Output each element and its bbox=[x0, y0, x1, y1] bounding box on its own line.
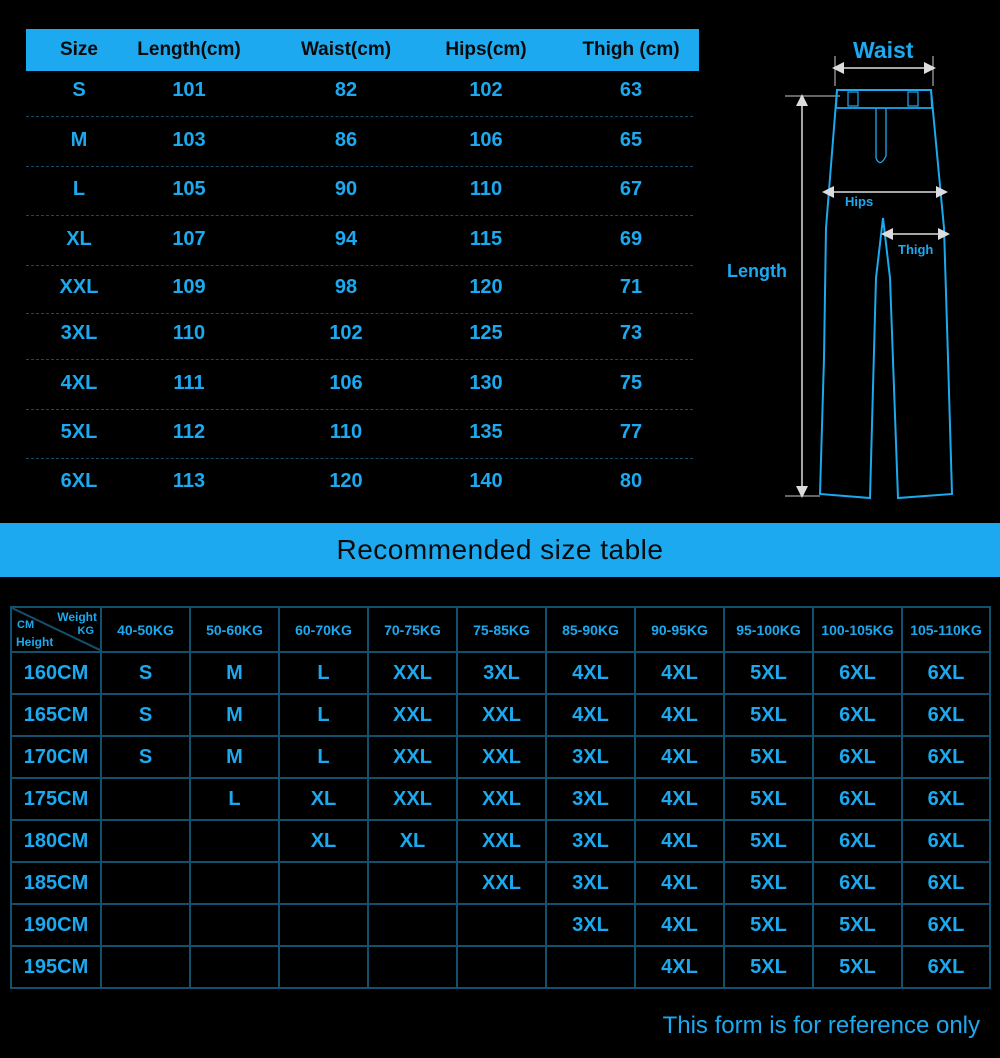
size-cell: XL bbox=[279, 820, 368, 862]
size-cell: 6XL bbox=[902, 862, 990, 904]
height-cell: 190CM bbox=[11, 904, 101, 946]
grid-row bbox=[11, 694, 990, 736]
measure-cell: 82 bbox=[334, 79, 358, 101]
weight-header-cell: 95-100KG bbox=[724, 607, 813, 652]
measure-cell: 110 bbox=[469, 178, 503, 200]
size-cell: XXL bbox=[457, 862, 546, 904]
measure-cell: 98 bbox=[334, 276, 358, 298]
measure-cell: 110 bbox=[172, 322, 206, 344]
size-cell: 5XL bbox=[60, 421, 98, 443]
measure-cell: 105 bbox=[172, 178, 206, 200]
size-cell: 6XL bbox=[813, 694, 902, 736]
size-cell: 4XL bbox=[635, 946, 724, 988]
size-cell: 4XL bbox=[635, 778, 724, 820]
header-size: Size bbox=[59, 39, 99, 60]
size-cell: XXL bbox=[368, 652, 457, 694]
size-cell: 4XL bbox=[635, 652, 724, 694]
size-cell: XXL bbox=[457, 778, 546, 820]
measure-cell: 107 bbox=[172, 228, 206, 250]
weight-header-cell: 85-90KG bbox=[546, 607, 635, 652]
row-divider bbox=[26, 458, 693, 459]
size-cell: XXL bbox=[368, 736, 457, 778]
size-cell: 6XL bbox=[813, 820, 902, 862]
measure-cell: 101 bbox=[172, 79, 206, 101]
size-cell: 3XL bbox=[546, 904, 635, 946]
banner-title: Recommended size table bbox=[336, 534, 664, 565]
weight-header-cell: 60-70KG bbox=[279, 607, 368, 652]
weight-header-cell: 90-95KG bbox=[635, 607, 724, 652]
waist-label: Waist bbox=[853, 37, 914, 63]
size-row bbox=[26, 421, 699, 470]
measure-cell: 90 bbox=[334, 178, 358, 200]
size-cell bbox=[190, 862, 279, 904]
measure-cell: 106 bbox=[469, 129, 503, 151]
size-cell: 5XL bbox=[724, 946, 813, 988]
size-cell bbox=[101, 904, 190, 946]
size-cell: 5XL bbox=[724, 736, 813, 778]
height-cell: 185CM bbox=[11, 862, 101, 904]
size-cell bbox=[457, 946, 546, 988]
size-cell: M bbox=[190, 652, 279, 694]
size-row bbox=[26, 228, 699, 277]
size-cell bbox=[190, 904, 279, 946]
header-length: Length(cm) bbox=[137, 39, 241, 60]
weight-header-cell: 100-105KG bbox=[813, 607, 902, 652]
measure-cell: 111 bbox=[173, 372, 205, 394]
size-cell: 4XL bbox=[635, 736, 724, 778]
size-cell bbox=[368, 904, 457, 946]
size-cell: 5XL bbox=[724, 652, 813, 694]
grid-row bbox=[11, 862, 990, 904]
weight-header-cell: 75-85KG bbox=[457, 607, 546, 652]
size-cell: XXL bbox=[59, 276, 99, 298]
row-divider bbox=[26, 116, 693, 117]
hips-label: Hips bbox=[845, 194, 874, 209]
size-cell bbox=[101, 862, 190, 904]
measure-cell: 112 bbox=[172, 421, 206, 443]
height-cell: 170CM bbox=[11, 736, 101, 778]
size-table-header bbox=[26, 29, 699, 71]
length-label: Length bbox=[727, 261, 787, 281]
measure-cell: 125 bbox=[469, 322, 503, 344]
measure-cell: 103 bbox=[172, 129, 206, 151]
size-cell: S bbox=[72, 79, 86, 101]
row-divider bbox=[26, 409, 693, 410]
corner-cm-label: CM bbox=[17, 619, 35, 631]
row-divider bbox=[26, 265, 693, 266]
size-cell: L bbox=[279, 694, 368, 736]
grid-row bbox=[11, 904, 990, 946]
pants-diagram bbox=[720, 28, 1000, 508]
size-cell bbox=[101, 946, 190, 988]
grid-corner-cell bbox=[11, 607, 101, 652]
size-cell: XXL bbox=[457, 736, 546, 778]
size-cell: 3XL bbox=[546, 820, 635, 862]
measure-cell: 75 bbox=[619, 372, 643, 394]
measure-cell: 109 bbox=[172, 276, 206, 298]
size-cell: S bbox=[101, 736, 190, 778]
measure-cell: 73 bbox=[619, 322, 643, 344]
measure-cell: 65 bbox=[619, 129, 643, 151]
height-cell: 165CM bbox=[11, 694, 101, 736]
corner-kg-label: KG bbox=[77, 625, 94, 637]
size-cell: M bbox=[190, 694, 279, 736]
size-row bbox=[26, 372, 699, 421]
size-cell: 3XL bbox=[546, 862, 635, 904]
size-cell: XXL bbox=[368, 778, 457, 820]
measure-cell: 135 bbox=[469, 421, 503, 443]
weight-header-cell: 40-50KG bbox=[101, 607, 190, 652]
measure-cell: 110 bbox=[329, 421, 363, 443]
size-cell: 6XL bbox=[902, 904, 990, 946]
size-cell: 3XL bbox=[457, 652, 546, 694]
size-cell: 5XL bbox=[724, 694, 813, 736]
measure-cell: 140 bbox=[469, 470, 503, 492]
size-cell: 6XL bbox=[902, 694, 990, 736]
size-row bbox=[26, 178, 699, 227]
size-cell: XXL bbox=[368, 694, 457, 736]
header-thigh: Thigh (cm) bbox=[582, 39, 680, 60]
size-cell bbox=[368, 862, 457, 904]
height-cell: 195CM bbox=[11, 946, 101, 988]
size-cell: M bbox=[190, 736, 279, 778]
size-cell: 4XL bbox=[635, 820, 724, 862]
grid-row bbox=[11, 736, 990, 778]
size-cell: 3XL bbox=[546, 736, 635, 778]
size-cell: 5XL bbox=[813, 904, 902, 946]
measure-cell: 120 bbox=[469, 276, 503, 298]
height-cell: 180CM bbox=[11, 820, 101, 862]
size-row bbox=[26, 276, 699, 325]
size-cell bbox=[190, 820, 279, 862]
size-cell: XXL bbox=[457, 694, 546, 736]
size-cell bbox=[368, 946, 457, 988]
measure-cell: 63 bbox=[619, 79, 643, 101]
size-cell: L bbox=[279, 652, 368, 694]
recommended-banner bbox=[0, 523, 1000, 577]
size-cell: XL bbox=[368, 820, 457, 862]
size-cell bbox=[279, 862, 368, 904]
weight-header-cell: 70-75KG bbox=[368, 607, 457, 652]
size-cell: 5XL bbox=[724, 820, 813, 862]
size-row bbox=[26, 79, 699, 128]
measure-cell: 67 bbox=[619, 178, 643, 200]
size-cell: 6XL bbox=[902, 820, 990, 862]
size-row bbox=[26, 470, 699, 519]
measure-cell: 115 bbox=[469, 228, 503, 250]
size-cell: 6XL bbox=[902, 736, 990, 778]
size-cell: 4XL bbox=[60, 372, 98, 394]
size-cell: 3XL bbox=[60, 322, 98, 344]
size-cell: 6XL bbox=[813, 778, 902, 820]
measure-cell: 94 bbox=[334, 228, 358, 250]
size-cell: S bbox=[101, 694, 190, 736]
corner-height-label: Height bbox=[16, 635, 54, 649]
size-cell: 4XL bbox=[635, 862, 724, 904]
size-cell: XL bbox=[66, 228, 92, 250]
size-cell bbox=[101, 778, 190, 820]
size-cell: XXL bbox=[457, 820, 546, 862]
size-cell: L bbox=[72, 178, 86, 200]
row-divider bbox=[26, 359, 693, 360]
size-cell: S bbox=[101, 652, 190, 694]
measure-cell: 102 bbox=[469, 79, 503, 101]
size-cell bbox=[457, 904, 546, 946]
measure-cell: 130 bbox=[469, 372, 503, 394]
size-cell: 5XL bbox=[724, 904, 813, 946]
measure-cell: 77 bbox=[619, 421, 643, 443]
measure-cell: 86 bbox=[334, 129, 358, 151]
size-cell: 6XL bbox=[60, 470, 98, 492]
size-cell: 4XL bbox=[546, 694, 635, 736]
size-cell: 6XL bbox=[813, 736, 902, 778]
grid-row bbox=[11, 820, 990, 862]
header-hips: Hips(cm) bbox=[445, 39, 527, 60]
size-cell bbox=[279, 946, 368, 988]
size-cell: 5XL bbox=[724, 778, 813, 820]
size-row bbox=[26, 129, 699, 178]
grid-row bbox=[11, 652, 990, 694]
size-cell: 6XL bbox=[813, 652, 902, 694]
row-divider bbox=[26, 313, 693, 314]
size-cell: L bbox=[279, 736, 368, 778]
header-waist: Waist(cm) bbox=[300, 39, 392, 60]
size-cell bbox=[546, 946, 635, 988]
weight-header-cell: 105-110KG bbox=[902, 607, 990, 652]
size-cell: L bbox=[190, 778, 279, 820]
size-cell: 5XL bbox=[724, 862, 813, 904]
grid-row bbox=[11, 778, 990, 820]
measure-cell: 71 bbox=[619, 276, 643, 298]
size-cell bbox=[101, 820, 190, 862]
recommended-size-grid bbox=[10, 606, 991, 989]
measure-cell: 102 bbox=[329, 322, 363, 344]
size-cell: 4XL bbox=[546, 652, 635, 694]
grid-row bbox=[11, 946, 990, 988]
measure-cell: 106 bbox=[329, 372, 363, 394]
size-cell: M bbox=[70, 129, 88, 151]
size-cell: 4XL bbox=[635, 904, 724, 946]
size-row bbox=[26, 322, 699, 371]
size-cell: 3XL bbox=[546, 778, 635, 820]
row-divider bbox=[26, 215, 693, 216]
size-cell: 4XL bbox=[635, 694, 724, 736]
weight-header-cell: 50-60KG bbox=[190, 607, 279, 652]
height-cell: 175CM bbox=[11, 778, 101, 820]
row-divider bbox=[26, 166, 693, 167]
size-cell: 6XL bbox=[902, 778, 990, 820]
size-cell: 6XL bbox=[902, 652, 990, 694]
height-cell: 160CM bbox=[11, 652, 101, 694]
reference-note: This form is for reference only bbox=[662, 1012, 980, 1039]
thigh-label: Thigh bbox=[898, 242, 934, 257]
grid-header-row bbox=[11, 607, 990, 652]
size-cell: 6XL bbox=[813, 862, 902, 904]
measure-cell: 80 bbox=[619, 470, 643, 492]
size-cell: XL bbox=[279, 778, 368, 820]
size-cell bbox=[190, 946, 279, 988]
size-cell bbox=[279, 904, 368, 946]
measure-cell: 120 bbox=[329, 470, 363, 492]
size-cell: 5XL bbox=[813, 946, 902, 988]
measure-cell: 69 bbox=[619, 228, 643, 250]
size-cell: 6XL bbox=[902, 946, 990, 988]
measure-cell: 113 bbox=[172, 470, 206, 492]
corner-weight-label: Weight bbox=[57, 610, 97, 624]
